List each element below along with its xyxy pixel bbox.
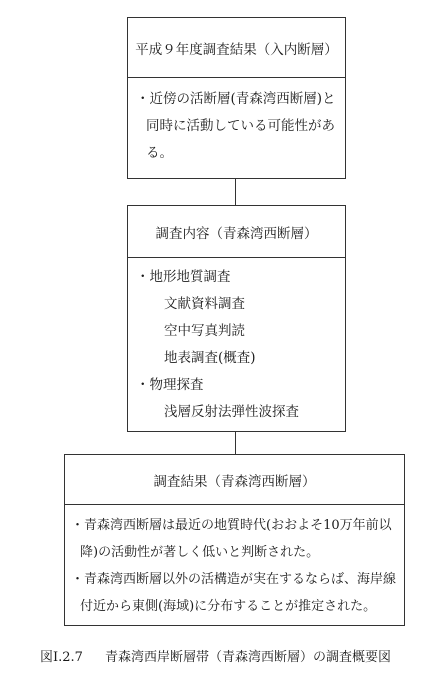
figure-caption <box>0 646 431 665</box>
box-heisei9-line: ・近傍の活断層(青森湾西断層)と <box>136 91 336 107</box>
box-heisei9-line: る。 <box>146 145 173 161</box>
result-line: 降)の活動性が著しく低いと判断された。 <box>80 545 320 560</box>
result-line: ・青森湾西断層は最近の地質時代(おおよそ10万年前以 <box>71 518 392 533</box>
box-survey-contents-title: 調査内容（青森湾西断層） <box>128 206 345 258</box>
box-survey-contents-body <box>128 258 345 426</box>
survey-subitem: 浅層反射法弾性波探査 <box>164 404 299 420</box>
box-survey-results-body <box>65 505 404 620</box>
connector-2-3 <box>235 432 236 454</box>
box-survey-results <box>64 454 405 626</box>
box-survey-results-title: 調査結果（青森湾西断層） <box>65 455 404 505</box>
figure-number: 図Ⅰ.2.7 <box>40 650 83 665</box>
box-heisei9-title: 平成９年度調査結果（入内断層） <box>128 18 345 78</box>
result-line: ・青森湾西断層以外の活構造が実在するならば、海岸線 <box>71 572 397 587</box>
survey-item: ・物理探査 <box>136 377 204 393</box>
box-heisei9-line: 同時に活動している可能性があ <box>146 118 335 134</box>
survey-item: ・地形地質調査 <box>136 269 231 285</box>
survey-subitem: 空中写真判読 <box>164 323 245 339</box>
box-survey-contents <box>127 205 346 432</box>
figure-title: 青森湾西岸断層帯（青森湾西断層）の調査概要図 <box>104 650 391 665</box>
box-heisei9-results <box>127 17 346 179</box>
survey-subitem: 文献資料調査 <box>164 296 245 312</box>
result-line: 付近から東側(海域)に分布することが推定された。 <box>80 599 377 614</box>
survey-subitem: 地表調査(概査) <box>164 350 256 366</box>
box-heisei9-body <box>128 78 345 167</box>
connector-1-2 <box>235 179 236 205</box>
